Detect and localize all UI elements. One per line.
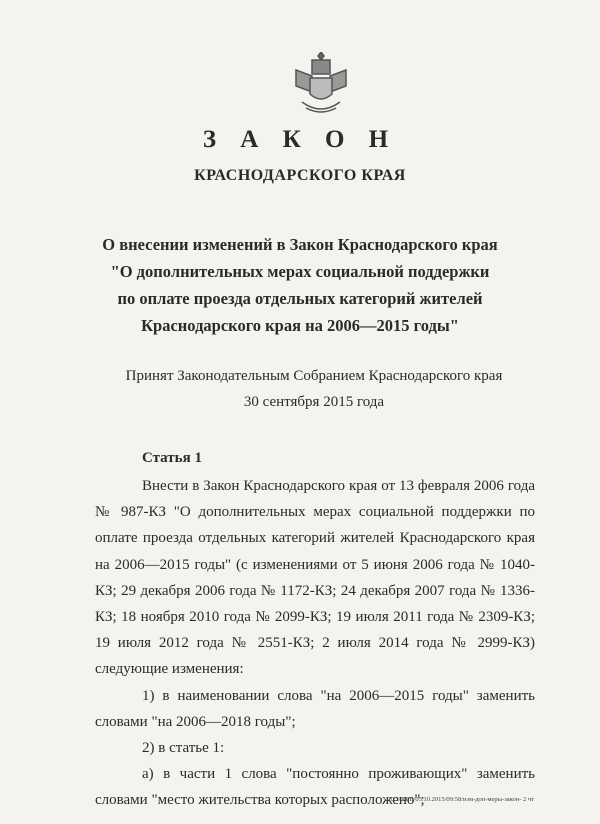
title-line: О внесении изменений в Закон Краснодарского края — [102, 235, 498, 254]
title-line: "О дополнительных мерах социальной поддержки — [110, 262, 490, 281]
title-line: по оплате проезда отдельных категорий жителей — [117, 289, 483, 308]
paragraph: 2) в статье 1: — [142, 740, 225, 757]
region-heading: КРАСНОДАРСКОГО КРАЯ — [194, 167, 406, 184]
paragraph: 1) в наименовании слова "на 2006—2015 годы" заменить словами "на 2006—2018 годы"; — [95, 687, 535, 730]
article-heading: Статья 1 — [142, 450, 202, 466]
coat-of-arms-emblem — [288, 52, 354, 118]
document-type-heading: З А К О Н — [202, 126, 398, 153]
article-body — [95, 473, 535, 814]
title-line: Краснодарского края на 2006—2015 годы" — [141, 316, 459, 335]
adopted-date: 30 сентября 2015 года — [243, 394, 385, 410]
paragraph: Внести в Закон Краснодарского края от 13 февраля 2006 года № 987-КЗ "О дополнительных мерах социальной поддержки по оплате проезда отдельных категорий жителей Краснодарского края на 2006—2015 годы" (с изменениями от 5 июня 2006 года № 1040-КЗ; 29 декабря 2006 года № 1172-КЗ; 24 декабря 2007 года № 1336-КЗ; 18 ноября 2010 года № 2099-КЗ; 19 июля 2011 года № 2309-КЗ; 19 июля 2012 года № 2551-КЗ; 2 июля 2014 года № 2999-КЗ) следующие изменения: — [95, 478, 535, 678]
paragraph: а) в части 1 слова "постоянно проживающих" заменить словами "место жительства которых расположено"; — [95, 766, 535, 809]
adopted-by: Принят Законодательным Собранием Краснодарского края — [125, 368, 503, 384]
document-footer-code: 20.3/ХЕВ/05.10.2015/09:58/изм-доп-меры-закон- 2 чт — [387, 796, 534, 803]
